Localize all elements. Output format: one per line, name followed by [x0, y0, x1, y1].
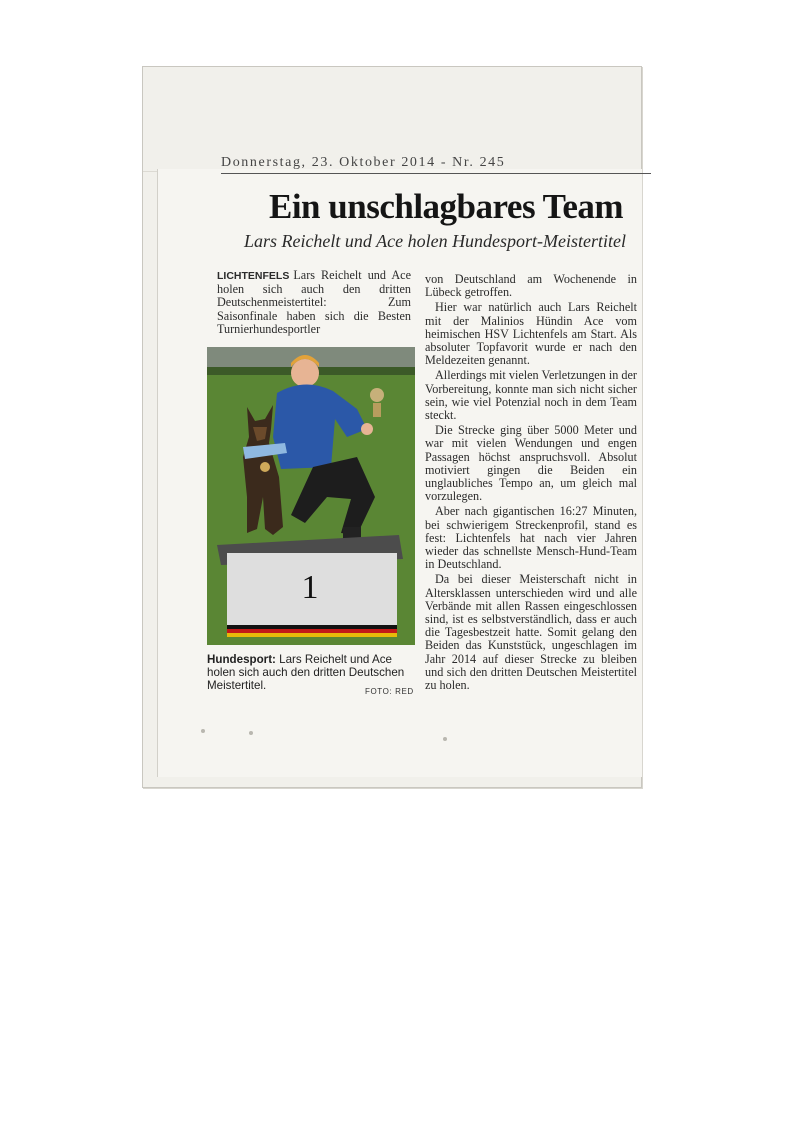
dateline: Donnerstag, 23. Oktober 2014 - Nr. 245: [221, 155, 651, 174]
article-column-1: [217, 269, 411, 338]
paragraph: Aber nach gigantischen 16:27 Minuten, bei schwierigem Streckenprofil, stand es fest: Lichtenfels hat nach vier Jahren wieder das schnellste Mensch-Hund-Team in Deutschland.: [425, 504, 637, 572]
location-tag: LICHTENFELS: [217, 270, 290, 282]
headline: Ein unschlagbares Team: [268, 187, 624, 226]
paper-speck: [443, 737, 447, 741]
article-photo: [207, 347, 415, 645]
paragraph: von Deutschland am Wochenende in Lübeck getroffen.: [425, 272, 637, 300]
photo-credit: FOTO: RED: [365, 687, 414, 696]
paragraph: Die Strecke ging über 5000 Meter und war mit vielen Wendungen und engen Passagen höchst anspruchsvoll. Absolut motiviert gingen die Beiden ein unglaubliches Tempo an, um gleich mal vorzulegen.: [425, 423, 637, 504]
paragraph: Allerdings mit vielen Verletzungen in der Vorbereitung, konnte man sich nicht sicher sein, wie viel Potenzial noch in dem Team steckt.: [425, 368, 637, 423]
article-column-2: [425, 273, 637, 694]
subheadline: Lars Reichelt und Ace holen Hundesport-Meistertitel: [243, 231, 627, 251]
caption-label: Hundesport:: [207, 653, 276, 666]
newspaper-clipping: [142, 66, 642, 788]
paper-speck: [201, 729, 205, 733]
caption-text: Lars Reichelt und Ace holen sich auch den dritten Deutschen Meistertitel.: [207, 653, 405, 692]
intro-paragraph: [217, 269, 411, 336]
intro-text: Lars Reichelt und Ace holen sich auch den dritten Deutschenmeistertitel: Zum Saisonfinale haben sich die Besten Turnierhundesportler: [217, 268, 411, 336]
podium-number: 1: [301, 569, 319, 606]
paragraph: Hier war natürlich auch Lars Reichelt mit der Malinios Hündin Ace vom heimischen HSV Lichtenfels am Start. Als absoluter Topfavorit wurde er nach den Meldezeiten genannt.: [425, 300, 637, 368]
paper-speck: [249, 731, 253, 735]
paragraph: Da bei dieser Meisterschaft nicht in Altersklassen unterschieden wird und alle Verbände mit allen Rassen eingeschlossen sind, ist es selbstverständlich, dass er auch die Tagesbestzeit hatte. Somit gelang den Beiden das Kunststück, ungeschlagen im Jahr 2014 auf dieser Strecke zu bleiben und sich den dritten Deutschen Meistertitel zu holen.: [425, 572, 637, 693]
